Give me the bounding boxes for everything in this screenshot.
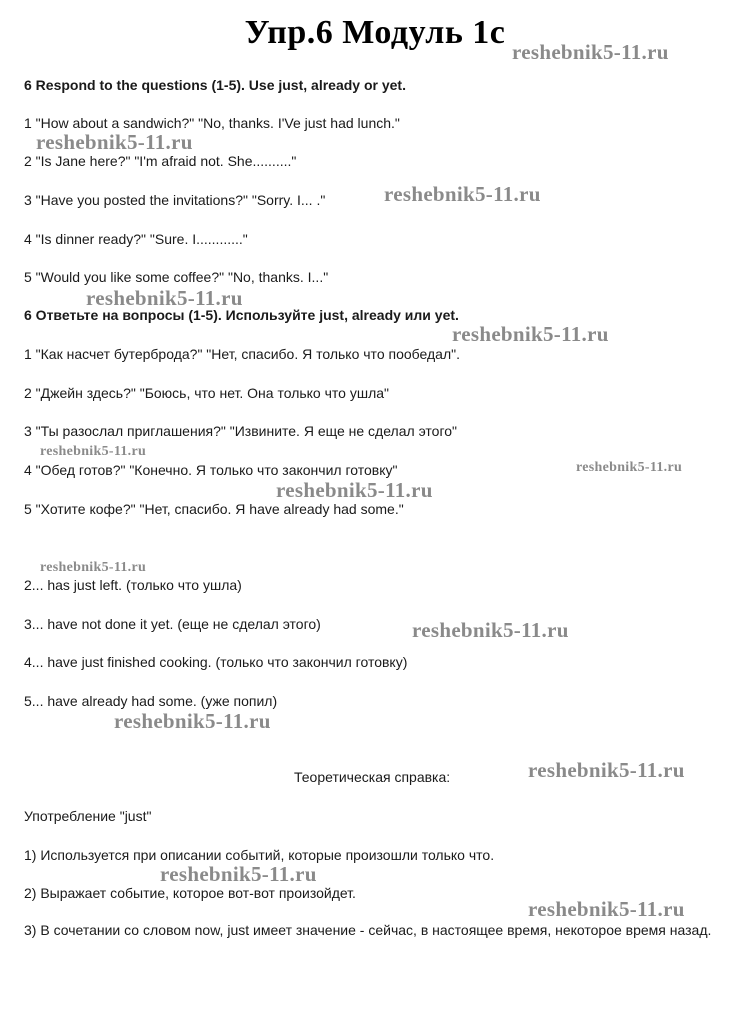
- english-heading: 6 Respond to the questions (1-5). Use just, already or yet.: [24, 77, 406, 93]
- watermark: reshebnik5-11.ru: [452, 322, 609, 346]
- answer-2: 2... has just left. (только что ушла): [24, 577, 242, 593]
- watermark: reshebnik5-11.ru: [412, 618, 569, 642]
- watermark: reshebnik5-11.ru: [114, 709, 271, 733]
- watermark: reshebnik5-11.ru: [528, 758, 685, 782]
- answer-5: 5... have already had some. (уже попил): [24, 693, 278, 709]
- reference-subheading: Употребление "just": [24, 808, 152, 824]
- english-item-5: 5 "Would you like some coffee?" "No, thanks. I...": [24, 269, 329, 285]
- russian-heading: 6 Ответьте на вопросы (1-5). Используйте just, already или yet.: [24, 307, 459, 323]
- watermark: reshebnik5-11.ru: [384, 182, 541, 206]
- english-item-4: 4 "Is dinner ready?" "Sure. I............": [24, 231, 248, 247]
- russian-item-1: 1 "Как насчет бутерброда?" "Нет, спасибо. Я только что пообедал".: [24, 346, 460, 362]
- watermark: reshebnik5-11.ru: [40, 444, 147, 459]
- russian-item-2: 2 "Джейн здесь?" "Боюсь, что нет. Она только что ушла": [24, 385, 389, 401]
- page-title: Упр.6 Модуль 1с: [244, 14, 506, 51]
- russian-item-4: 4 "Обед готов?" "Конечно. Я только что закончил готовку": [24, 462, 398, 478]
- reference-point-3: 3) В сочетании со словом now, just имеет значение - сейчас, в настоящее время, некоторое время назад.: [24, 922, 712, 938]
- watermark: reshebnik5-11.ru: [36, 130, 193, 154]
- english-item-1: 1 "How about a sandwich?" "No, thanks. I'Ve just had lunch.": [24, 115, 400, 131]
- reference-heading: Теоретическая справка:: [294, 769, 451, 785]
- watermark: reshebnik5-11.ru: [160, 862, 317, 886]
- watermark: reshebnik5-11.ru: [86, 286, 243, 310]
- russian-item-5: 5 "Хотите кофе?" "Нет, спасибо. Я have already had some.": [24, 501, 404, 517]
- russian-item-3: 3 "Ты разослал приглашения?" "Извините. Я еще не сделал этого": [24, 423, 457, 439]
- watermark: reshebnik5-11.ru: [528, 897, 685, 921]
- watermark: reshebnik5-11.ru: [576, 460, 683, 475]
- answer-4: 4... have just finished cooking. (только что закончил готовку): [24, 654, 408, 670]
- answer-3: 3... have not done it yet. (еще не сделал этого): [24, 616, 321, 632]
- watermark: reshebnik5-11.ru: [512, 40, 669, 64]
- watermark: reshebnik5-11.ru: [40, 560, 147, 575]
- reference-point-1: 1) Используется при описании событий, которые произошли только что.: [24, 847, 495, 863]
- watermark: reshebnik5-11.ru: [276, 478, 433, 502]
- reference-point-2: 2) Выражает событие, которое вот-вот произойдет.: [24, 885, 356, 901]
- english-item-2: 2 "Is Jane here?" "I'm afraid not. She..........": [24, 153, 297, 169]
- english-item-3: 3 "Have you posted the invitations?" "Sorry. I... .": [24, 192, 326, 208]
